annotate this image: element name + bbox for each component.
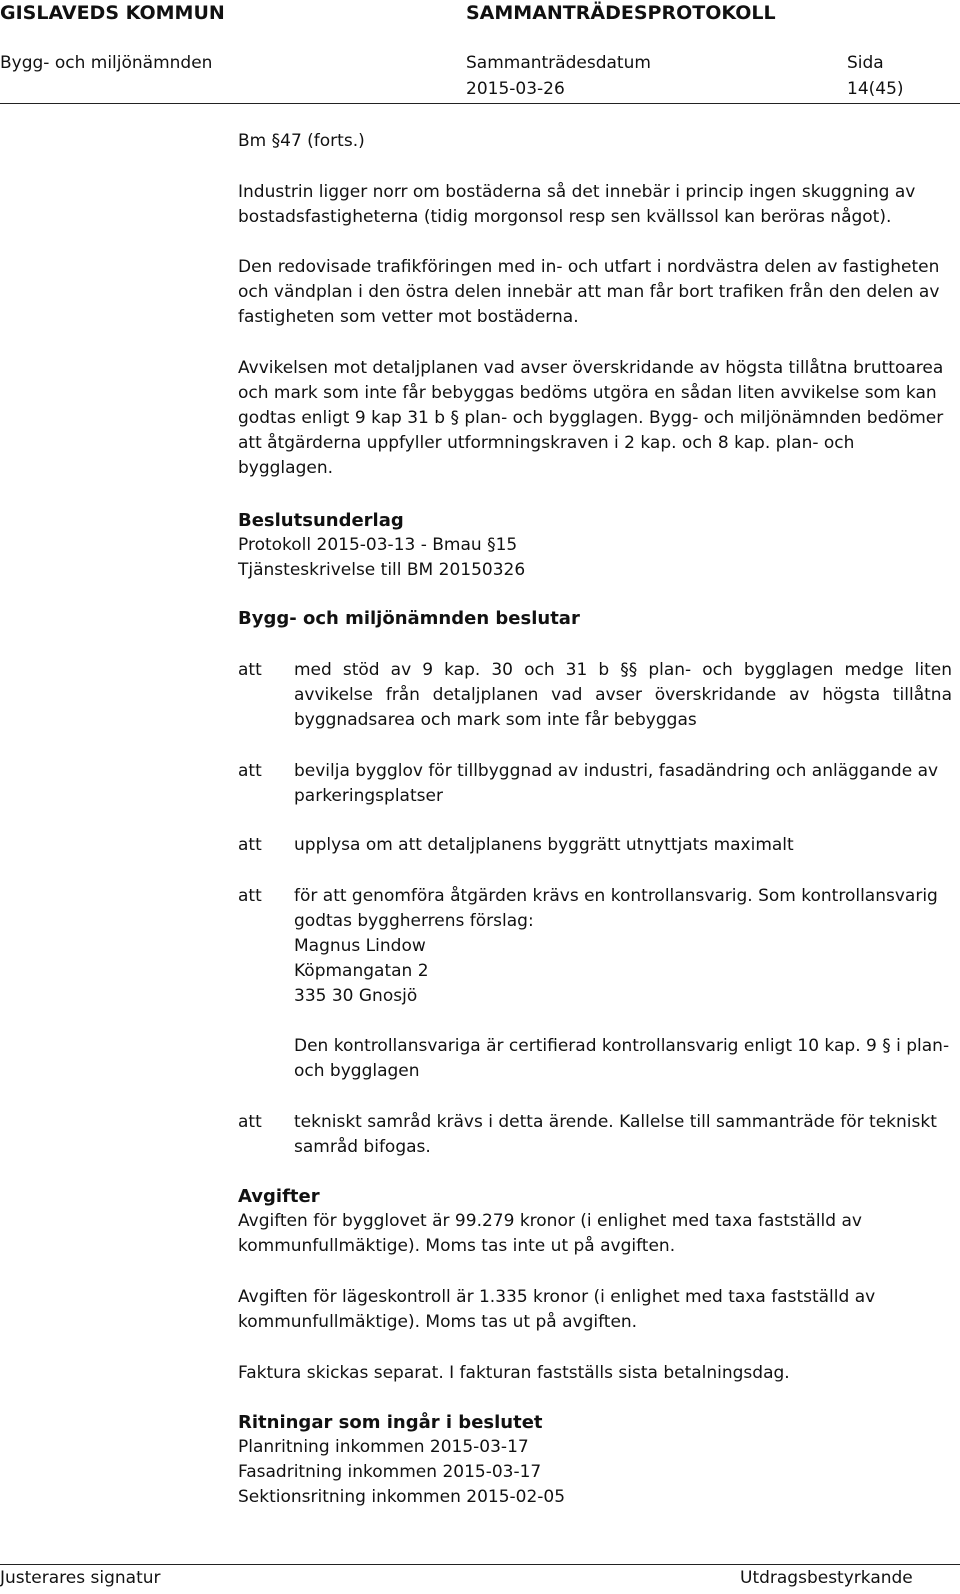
header-divider — [0, 103, 960, 104]
fee-paragraph: Avgiften för lägeskontroll är 1.335 kronor (i enlighet med taxa fastställd av kommunfullmäktige). Moms tas ut på avgiften. — [238, 1287, 876, 1332]
decision-heading: Bygg- och miljönämnden beslutar — [238, 608, 580, 629]
paragraph: Industrin ligger norr om bostäderna så det innebär i princip ingen skuggning av bostadsfastigheterna (tidig morgonsol resp sen kvällssol kan beröras något). — [238, 182, 916, 227]
drawings-heading: Ritningar som ingår i beslutet — [238, 1412, 543, 1433]
att-marker: att — [238, 1112, 262, 1132]
adjuster-signature-label: Justerares signatur — [0, 1568, 161, 1588]
paragraph: Avvikelsen mot detaljplanen vad avser överskridande av högsta tillåtna bruttoarea och mark som inte får bebyggas bedöms utgöra en sådan liten avvikelse som kan godtas enligt 9 kap 31 b § plan- och bygglagen. Bygg- och miljönämnden bedömer att åtgärderna uppfyller utformningskraven i 2 kap. och 8 kap. plan- och bygglagen. — [238, 358, 944, 478]
contact-name: Magnus Lindow — [294, 936, 426, 956]
meeting-date: 2015-03-26 — [466, 79, 565, 99]
decision-item: att med stöd av 9 kap. 30 och 31 b §§ plan- och bygglagen medge liten avvikelse från detaljplanen vad avser överskridande av högsta tillåtna byggnadsarea och mark som inte får bebyggas — [238, 660, 952, 730]
decision-basis-item: Tjänsteskrivelse till BM 20150326 — [238, 560, 526, 580]
decision-item: att upplysa om att detaljplanens byggrätt utnyttjats maximalt — [238, 833, 952, 858]
decision-basis — [238, 508, 952, 583]
att-marker: att — [238, 835, 262, 855]
certification-note: Den kontrollansvariga är certifierad kontrollansvarig enligt 10 kap. 9 § i plan- och bygglagen — [294, 1036, 950, 1081]
fee-paragraph: Avgiften för bygglovet är 99.279 kronor (i enlighet med taxa fastställd av kommunfullmäktige). Moms tas inte ut på avgiften. — [238, 1211, 862, 1256]
drawing-item: Planritning inkommen 2015-03-17 — [238, 1437, 529, 1457]
decision-item: att tekniskt samråd krävs i detta ärende. Kallelse till sammanträde för tekniskt samråd bifogas. — [238, 1112, 937, 1157]
contact-postal: 335 30 Gnosjö — [294, 986, 418, 1006]
drawing-item: Fasadritning inkommen 2015-03-17 — [238, 1462, 542, 1482]
decision-item: att för att genomföra åtgärden krävs en kontrollansvarig. Som kontrollansvarig godtas byggherrens förslag: Magnus Lindow Köpmangatan 2 335 30 Gnosjö — [238, 884, 952, 1009]
certified-extract-label: Utdragsbestyrkande — [740, 1568, 913, 1588]
fee-paragraph: Faktura skickas separat. I fakturan fastställs sista betalningsdag. — [238, 1363, 790, 1383]
att-marker: att — [238, 660, 262, 680]
paragraph: Den redovisade trafikföringen med in- och utfart i nordvästra delen av fastigheten och vändplan i den östra delen innebär att man får bort trafiken från den delen av fastigheten som vetter mot bostäderna. — [238, 257, 940, 327]
drawing-item: Sektionsritning inkommen 2015-02-05 — [238, 1487, 566, 1507]
document-type: SAMMANTRÄDESPROTOKOLL — [466, 2, 776, 24]
organization-name: GISLAVEDS KOMMUN — [0, 2, 225, 24]
page-number: 14(45) — [847, 79, 904, 99]
committee-name: Bygg- och miljönämnden — [0, 53, 213, 73]
page-label: Sida — [847, 53, 884, 73]
contact-street: Köpmangatan 2 — [294, 961, 429, 981]
decision-item: att bevilja bygglov för tillbyggnad av industri, fasadändring och anläggande av parkeringsplatser — [238, 761, 939, 806]
decision-basis-item: Protokoll 2015-03-13 - Bmau §15 — [238, 535, 518, 555]
meeting-date-label: Sammanträdesdatum — [466, 53, 651, 73]
att-marker: att — [238, 761, 262, 781]
footer-divider — [0, 1564, 960, 1565]
att-marker: att — [238, 886, 262, 906]
decision-basis-heading: Beslutsunderlag — [238, 510, 404, 531]
section-reference: Bm §47 (forts.) — [238, 131, 365, 151]
fees-heading: Avgifter — [238, 1186, 320, 1207]
fees-section — [238, 1184, 952, 1259]
drawings-section — [238, 1410, 952, 1510]
